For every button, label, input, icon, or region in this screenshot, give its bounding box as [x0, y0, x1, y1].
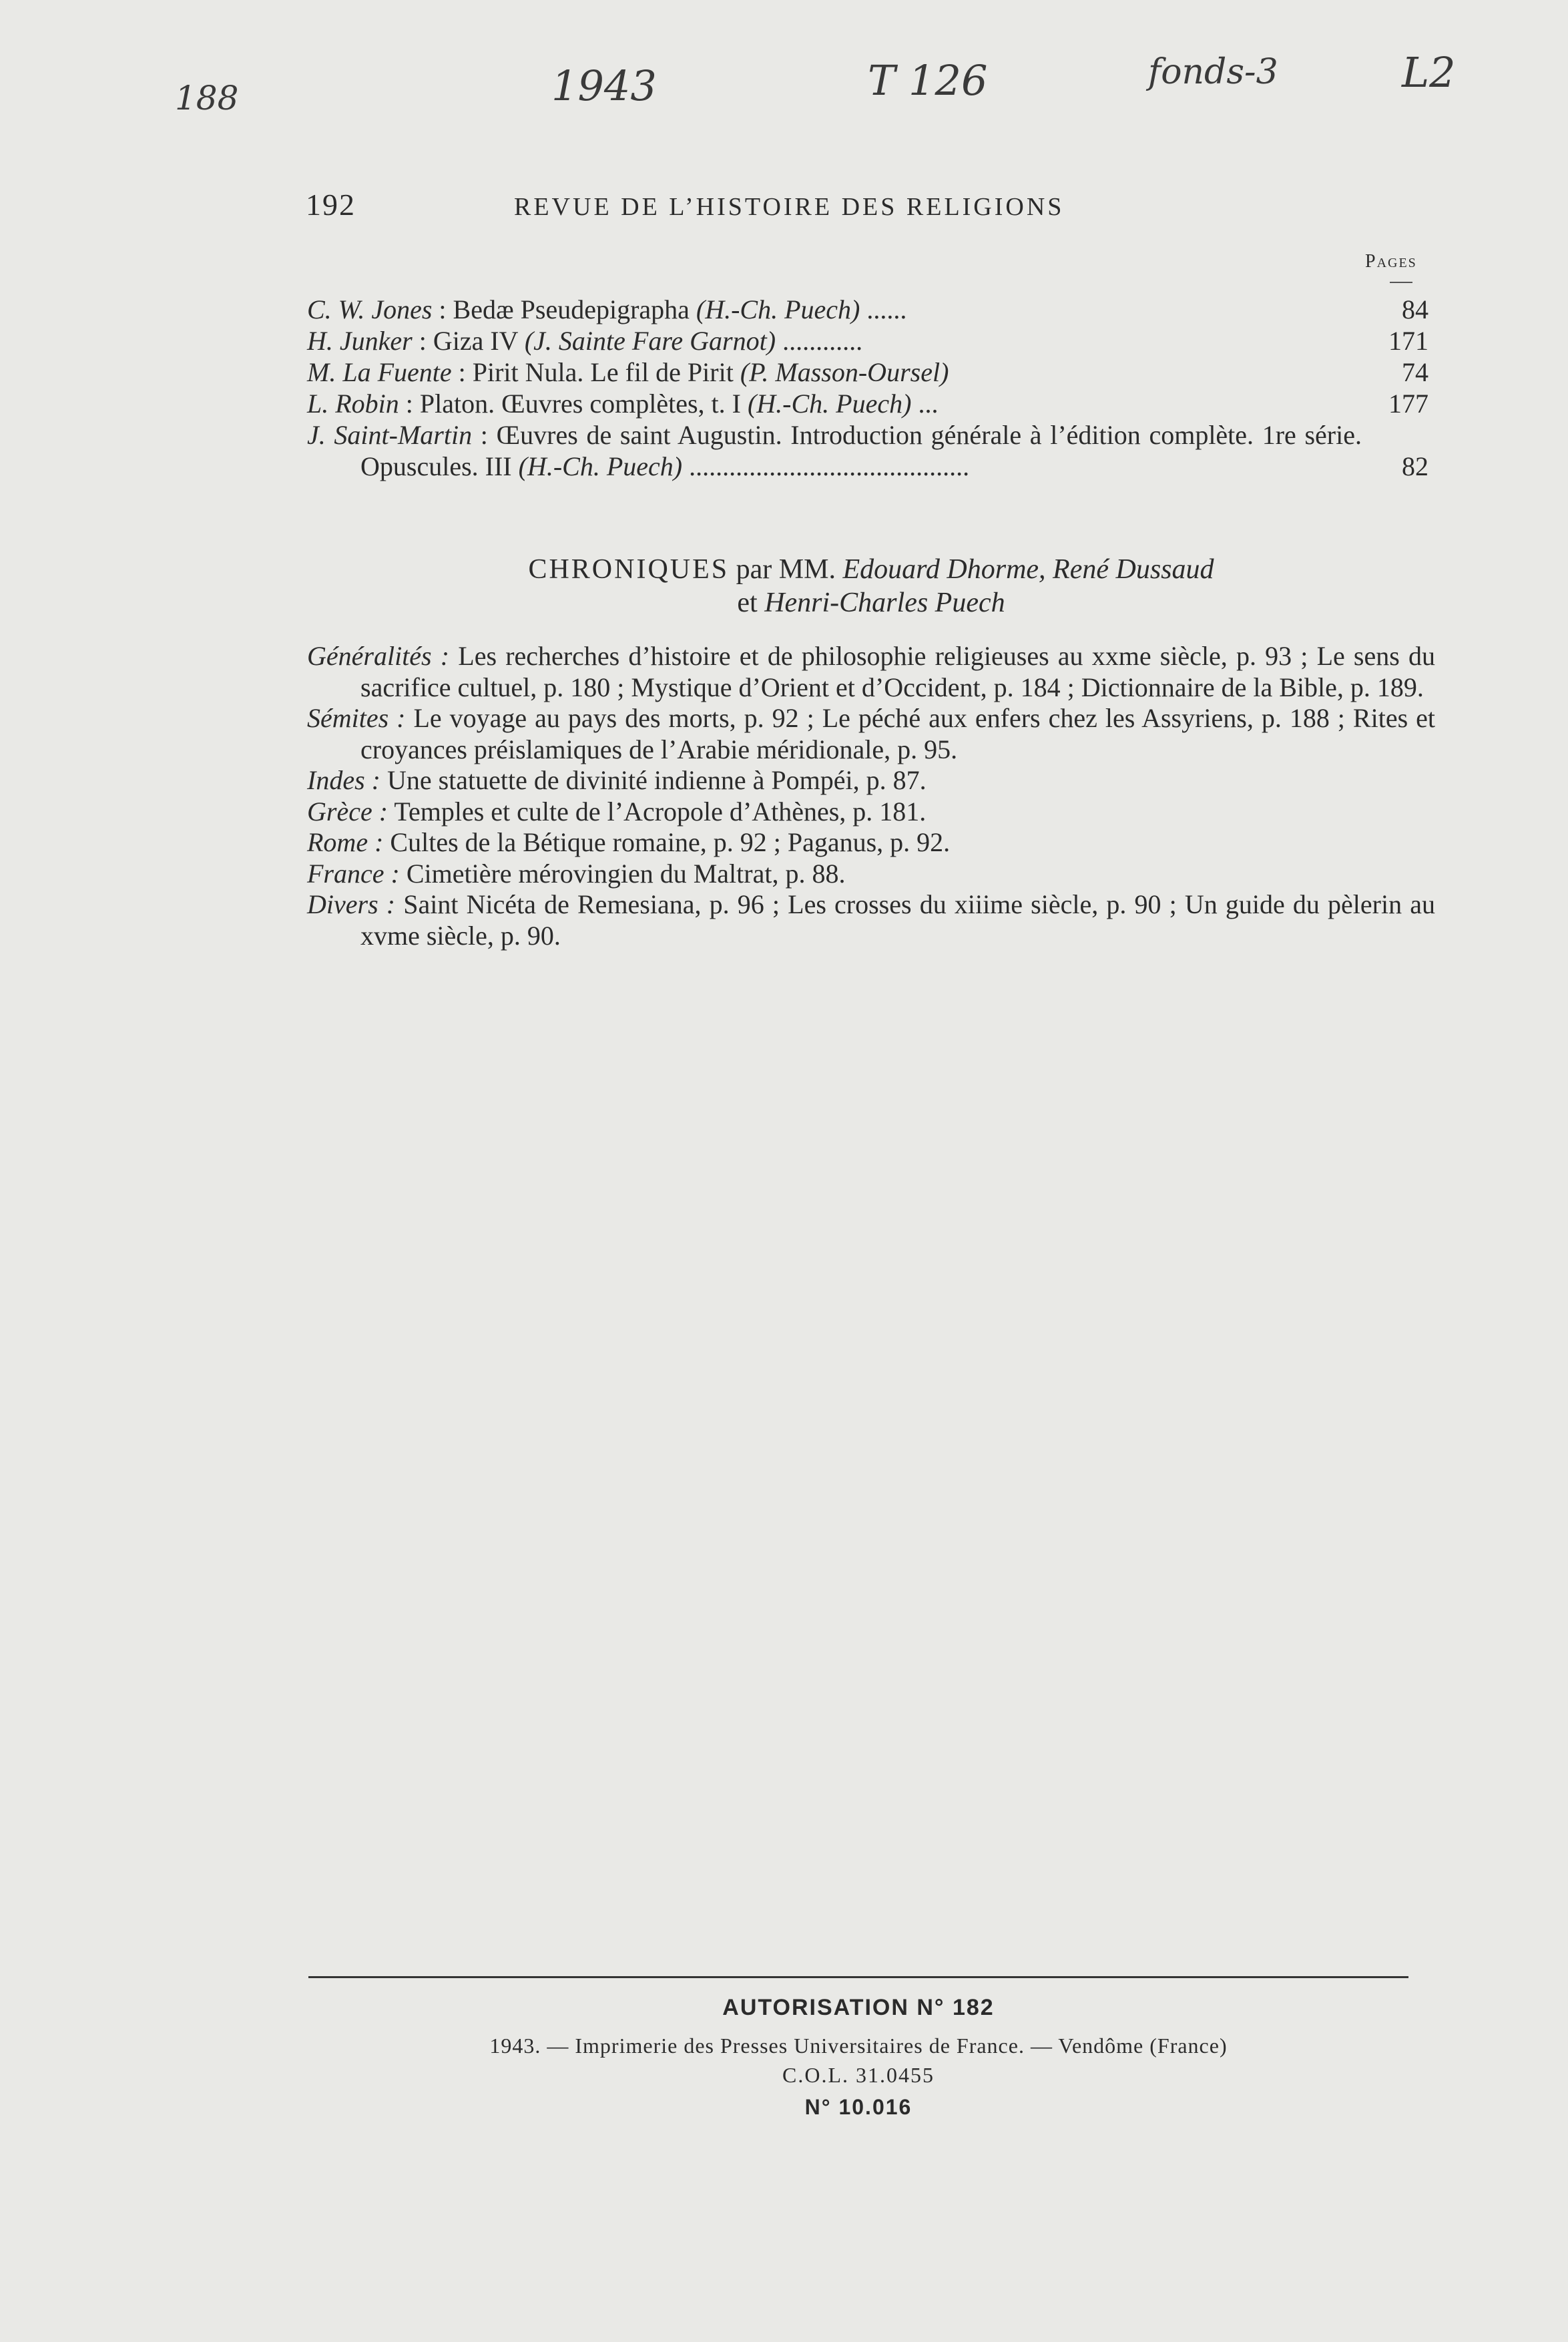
leader-dots: .......................................... — [682, 451, 970, 481]
chronicle-text: Cimetière mérovingien du Maltrat, p. 88. — [399, 858, 846, 889]
review-entry: C. W. Jones : Bedæ Pseudepigrapha (H.-Ch. Puech) ...... 84 — [307, 294, 1428, 324]
chronicles-list — [307, 641, 1435, 951]
authorisation-line: AUTORISATION N° 182 — [722, 1995, 995, 2020]
handwritten-note: T 126 — [868, 56, 988, 105]
review-author: J. Saint-Martin — [307, 420, 473, 450]
handwritten-note: 1943 — [551, 61, 657, 110]
chronicle-entry — [307, 889, 1435, 951]
reviewer: (J. Sainte Fare Garnot) — [524, 326, 776, 356]
chronicles-authors: Edouard Dhorme, René Dussaud — [842, 554, 1214, 585]
handwritten-note: fonds-3 — [1148, 52, 1278, 92]
chronicle-category: Généralités : — [307, 641, 450, 671]
leader-dots: ............ — [776, 326, 863, 356]
review-entry: J. Saint-Martin : Œuvres de saint Augustin. Introduction générale à l’édition complète. 1re série. Opuscules. III (H.-Ch. Puech) .......................................... 82 — [307, 420, 1428, 481]
pages-underline — [1390, 282, 1412, 283]
review-entry: H. Junker : Giza IV (J. Sainte Fare Garnot) ............ 171 — [307, 326, 1428, 356]
pages-column-label: Pages — [1365, 251, 1417, 272]
reviews-table — [307, 294, 1435, 482]
review-entry: L. Robin : Platon. Œuvres complètes, t. I (H.-Ch. Puech) ... 177 — [307, 389, 1428, 419]
leader-dots: ... — [911, 389, 939, 419]
chronicle-text: Le voyage au pays des morts, p. 92 ; Le péché aux enfers chez les Assyriens, p. 188 ; Rites et croyances préislamiques de l’Arabie méridionale, p. 95. — [360, 703, 1435, 764]
chronicles-heading: CHRONIQUES par MM. Edouard Dhorme, René Dussaud et Henri-Charles Puech — [528, 554, 1214, 618]
chronicle-entry — [307, 827, 1435, 859]
reviewer: (H.-Ch. Puech) — [696, 294, 860, 324]
chronicle-text: Cultes de la Bétique romaine, p. 92 ; Paganus, p. 92. — [383, 827, 951, 857]
chronicle-category: Sémites : — [307, 703, 406, 733]
chronicle-category: Divers : — [307, 889, 396, 919]
chronicle-category: France : — [307, 858, 400, 889]
chronicles-authors: Henri-Charles Puech — [764, 588, 1005, 618]
chronicle-category: Grèce : — [307, 796, 388, 827]
chronicle-entry — [307, 703, 1435, 765]
review-title: Giza IV — [433, 326, 518, 356]
chronicle-text: Saint Nicéta de Remesiana, p. 96 ; Les crosses du xiiime siècle, p. 90 ; Un guide du pèlerin au xvme siècle, p. 90. — [360, 889, 1435, 951]
chronicle-text: Une statuette de divinité indienne à Pompéi, p. 87. — [380, 765, 927, 795]
reviewer: (P. Masson-Oursel) — [740, 357, 949, 387]
col-number: C.O.L. 31.0455 — [782, 2063, 935, 2087]
review-page: 171 — [1388, 326, 1428, 356]
review-page: 177 — [1388, 389, 1428, 419]
review-page: 82 — [1402, 451, 1428, 481]
review-title: Pirit Nula. Le fil de Pirit — [472, 357, 734, 387]
page-number: 192 — [306, 188, 356, 222]
chronicle-entry — [307, 859, 1435, 890]
leader-dots: ...... — [860, 294, 907, 324]
print-number: N° 10.016 — [804, 2095, 912, 2119]
chronicle-category: Indes : — [307, 765, 380, 795]
chronicles-title: CHRONIQUES — [528, 554, 730, 585]
review-author: C. W. Jones — [307, 294, 433, 324]
review-author: H. Junker — [307, 326, 413, 356]
chronicle-entry — [307, 765, 1435, 796]
handwritten-note: L2 — [1402, 48, 1456, 97]
chronicle-entry — [307, 641, 1435, 703]
review-page: 74 — [1402, 357, 1428, 387]
running-head: REVUE DE L’HISTOIRE DES RELIGIONS — [514, 193, 1065, 221]
review-entry: M. La Fuente : Pirit Nula. Le fil de Pirit (P. Masson-Oursel) 74 — [307, 357, 1428, 387]
handwritten-note: 188 — [175, 79, 239, 118]
reviewer: (H.-Ch. Puech) — [747, 389, 912, 419]
reviewer: (H.-Ch. Puech) — [518, 451, 683, 481]
review-title: Œuvres de saint Augustin. Introduction générale à l’édition complète. 1re série. Opuscules. III — [360, 420, 1362, 481]
chronicle-entry — [307, 796, 1435, 828]
footer-divider — [308, 1976, 1408, 1978]
chronicle-category: Rome : — [307, 827, 384, 857]
review-page: 84 — [1402, 294, 1428, 324]
printer-line: 1943. — Imprimerie des Presses Universitaires de France. — Vendôme (France) — [489, 2034, 1228, 2058]
chronicle-text: Les recherches d’histoire et de philosophie religieuses au xxme siècle, p. 93 ; Le sens du sacrifice cultuel, p. 180 ; Mystique d’Orient et d’Occident, p. 184 ; Dictionnaire de la Bible, p. 189. — [360, 641, 1435, 702]
review-title: Platon. Œuvres complètes, t. I — [419, 389, 741, 419]
review-title: Bedæ Pseudepigrapha — [453, 294, 690, 324]
review-author: L. Robin — [307, 389, 399, 419]
review-author: M. La Fuente — [307, 357, 452, 387]
chronicle-text: Temples et culte de l’Acropole d’Athènes, p. 181. — [388, 796, 927, 827]
